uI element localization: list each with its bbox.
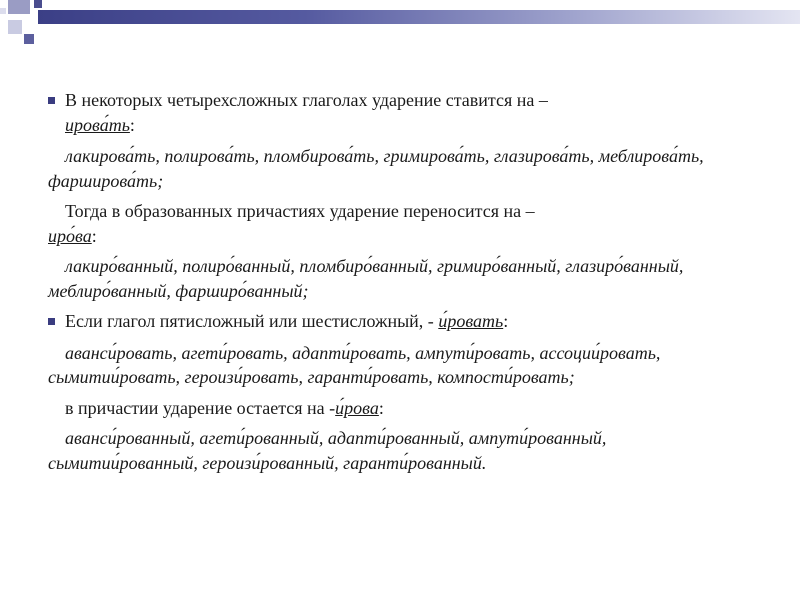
suffix-highlight: и́рова bbox=[335, 397, 379, 418]
rule-text: Если глагол пятисложный или шестисложный, - bbox=[65, 311, 439, 331]
slide-body bbox=[48, 88, 748, 481]
rule-text: Тогда в образованных причастиях ударение переносится на – bbox=[65, 201, 535, 221]
examples-verbs-1: лакирова́ть, полирова́ть, пломбирова́ть, гримирова́ть, глазирова́ть, меблирова́ть, фарширова́ть; bbox=[48, 146, 704, 191]
header-decor-square bbox=[34, 0, 42, 8]
header-decor-square bbox=[8, 20, 22, 34]
examples-participles-1: лакиро́ванный, полиро́ванный, пломбиро́ванный, гримиро́ванный, глазиро́ванный, меблиро́ванный, фарширо́ванный; bbox=[48, 256, 684, 301]
header-decor-square bbox=[0, 8, 6, 14]
header-decor-bar bbox=[38, 10, 800, 24]
suffix-highlight: и́ровать bbox=[438, 311, 504, 331]
colon: : bbox=[129, 114, 135, 135]
rule-five-six-syllable bbox=[48, 309, 748, 334]
rule-four-syllable bbox=[48, 88, 748, 137]
bullet-icon bbox=[48, 97, 55, 104]
suffix-highlight: ирова́ть bbox=[65, 114, 130, 135]
rule-text: в причастии ударение остается на - bbox=[65, 397, 336, 418]
rule-text: В некоторых четырехсложных глаголах ударение ставится на – bbox=[65, 90, 548, 110]
header-decor-square bbox=[8, 0, 30, 14]
bullet-icon bbox=[48, 318, 55, 325]
rule-participle-2 bbox=[48, 396, 748, 421]
header-decor-square bbox=[24, 34, 34, 44]
examples-participles-2: аванси́рованный, агети́рованный, адапти́рованный, ампути́рованный, сымитии́рованный, героизи́рованный, гаранти́рованный. bbox=[48, 428, 607, 473]
colon: : bbox=[503, 311, 509, 331]
rule-participle-1 bbox=[48, 199, 748, 248]
suffix-highlight: иро́ва bbox=[48, 225, 92, 246]
colon: : bbox=[91, 225, 97, 246]
colon: : bbox=[378, 397, 384, 418]
examples-verbs-2: аванси́ровать, агети́ровать, адапти́ровать, ампути́ровать, ассоции́ровать, сымитии́ровать, героизи́ровать, гаранти́ровать, компости́ровать; bbox=[48, 342, 661, 387]
